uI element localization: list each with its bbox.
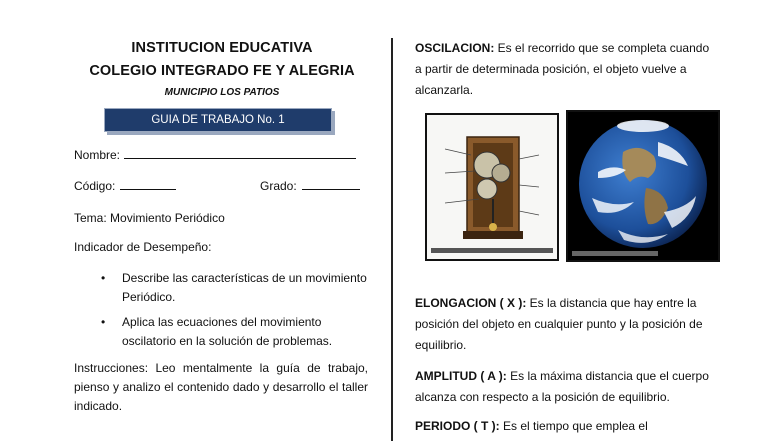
municipality-subtitle: MUNICIPIO LOS PATIOS — [164, 87, 280, 98]
left-column — [74, 38, 370, 416]
tema-line — [74, 210, 370, 226]
earth-globe-icon — [568, 112, 718, 260]
grado-label: Grado: — [260, 179, 297, 193]
pendulum-clock-icon — [427, 115, 557, 259]
periodo-term: PERIODO ( T ): — [415, 419, 500, 433]
periodo-definition — [415, 416, 715, 437]
tema-label: Tema: — [74, 211, 107, 225]
oscilacion-text: Es el recorrido que se completa cuando a partir de determinada posición, el objeto vuelve a alcanzarla. — [415, 41, 710, 97]
indicador-label: Indicador de Desempeño: — [74, 240, 212, 254]
amplitud-definition — [415, 366, 715, 408]
amplitud-text: Es la máxima distancia que el cuerpo alcanza con respecto a la posición de equilibrio. — [415, 369, 709, 404]
elongacion-definition — [415, 293, 715, 356]
bullet-text: Describe las características de un movimiento Periódico. — [122, 271, 367, 304]
bullet-icon: • — [101, 315, 106, 329]
bullet-text: Aplica las ecuaciones del movimiento oscilatorio en la solución de problemas. — [122, 315, 333, 348]
grado-field — [260, 177, 360, 194]
instrucciones-paragraph: Instrucciones: Leo mentalmente la guía de trabajo, pienso y analizo el contenido dado y desarrollo el taller indicado. — [74, 361, 368, 413]
amplitud-term: AMPLITUD ( A ): — [415, 369, 507, 383]
column-divider — [391, 38, 393, 441]
guide-number-box: GUIA DE TRABAJO No. 1 — [104, 108, 332, 132]
institution-title: INSTITUCION EDUCATIVA — [131, 40, 313, 56]
school-title: COLEGIO INTEGRADO FE Y ALEGRIA — [89, 63, 355, 79]
nombre-field — [74, 146, 370, 163]
images-row — [415, 101, 715, 281]
clock-mechanism-image — [425, 113, 559, 261]
nombre-label: Nombre: — [74, 148, 121, 162]
elongacion-text: Es la distancia que hay entre la posición del objeto en cualquier punto y la posición de equilibrio. — [415, 296, 703, 352]
oscilacion-definition — [415, 38, 715, 101]
grado-blank-line[interactable] — [302, 177, 360, 190]
codigo-blank-line[interactable] — [120, 177, 176, 190]
periodo-text: Es el tiempo que emplea el — [499, 419, 648, 433]
indicador-list — [74, 269, 370, 351]
nombre-blank-line[interactable] — [124, 146, 356, 159]
bullet-icon: • — [101, 271, 106, 285]
earth-image — [566, 110, 720, 262]
tema-value: Movimiento Periódico — [110, 211, 225, 225]
elongacion-term: ELONGACION ( X ): — [415, 296, 527, 310]
codigo-grado-row — [74, 177, 370, 193]
list-item — [74, 269, 370, 307]
codigo-label: Código: — [74, 179, 116, 193]
right-column — [415, 38, 715, 437]
oscilacion-term: OSCILACION: — [415, 41, 495, 55]
list-item — [74, 313, 370, 351]
